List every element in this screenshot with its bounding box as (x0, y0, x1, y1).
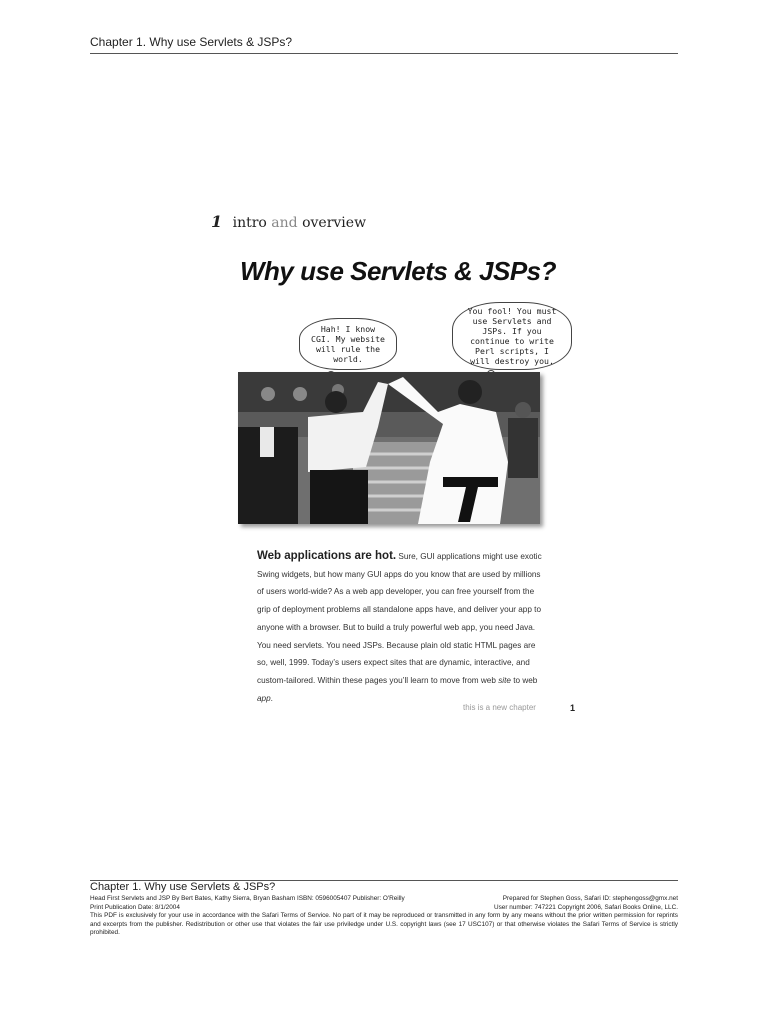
chapter-label-overview: overview (302, 215, 367, 231)
thought-bubble-left-text: Hah! I know CGI. My website will rule the world. (311, 324, 385, 364)
thought-bubble-left (299, 318, 397, 370)
thought-bubble-right-text: You fool! You must use Servlets and JSPs. If you continue to write Perl scripts, I will destroy you. (467, 306, 557, 366)
footer-book-info: Head First Servlets and JSP By Bert Bates, Kathy Sierra, Bryan Basham ISBN: 0596005407 Publisher: O'Reilly (90, 895, 405, 902)
footer-notice: This PDF is exclusively for your use in accordance with the Safari Terms of Service. No part of it may be reproduced or transmitted in any form by any means without the prior written permission for reprints and excerpts from the publisher. Redistribution or other use that violates the fair use priviledge under U.S. copyright laws (see 17 USC107) or that otherwise violates the Safari Terms of Service is strictly prohibited. (90, 912, 678, 936)
chapter-number: 1 (211, 212, 223, 231)
new-chapter-note: this is a new chapter (463, 703, 536, 712)
footer-user-number: User number: 747221 Copyright 2006, Safari Books Online, LLC. (493, 903, 678, 911)
header-title: Chapter 1. Why use Servlets & JSPs? (90, 35, 293, 49)
chapter-label-intro: intro (232, 215, 267, 231)
footer-prepared-for: Prepared for Stephen Goss, Safari ID: stephengoss@gmx.net (502, 895, 678, 902)
chapter-label-and: and (271, 215, 298, 231)
footer-title: Chapter 1. Why use Servlets & JSPs? (90, 881, 276, 893)
intro-emphasis-app: app (257, 693, 271, 703)
intro-body-part2: to web (510, 675, 538, 685)
intro-lead: Web applications are hot. (257, 550, 397, 562)
thought-bubble-right (452, 302, 572, 370)
intro-body-part1: Sure, GUI applications might use exotic Swing widgets, but how many GUI apps do you know that are used by millions of users world-wide? As a web app developer, you can free yourself from the grip of deployment problems all standalone apps have, and deliver your app to anyone with a browser. But to build a truly powerful web app, you need Java. You need servlets. You need JSPs. Because plain old static HTML pages are so, well, 1999. Today’s users expect sites that are dynamic, interactive, and custom-tailored. Within these pages you’ll learn to move from web (257, 552, 542, 685)
header-divider (90, 53, 678, 54)
page-number: 1 (570, 703, 576, 713)
chapter-heading: Why use Servlets & JSPs? (240, 256, 557, 286)
intro-paragraph (257, 548, 547, 707)
intro-body-end: . (270, 693, 273, 703)
chapter-label (211, 212, 366, 231)
martial-arts-photo (238, 372, 540, 524)
intro-emphasis-site: site (498, 675, 511, 685)
footer-print-date: Print Publication Date: 8/1/2004 (90, 903, 180, 911)
